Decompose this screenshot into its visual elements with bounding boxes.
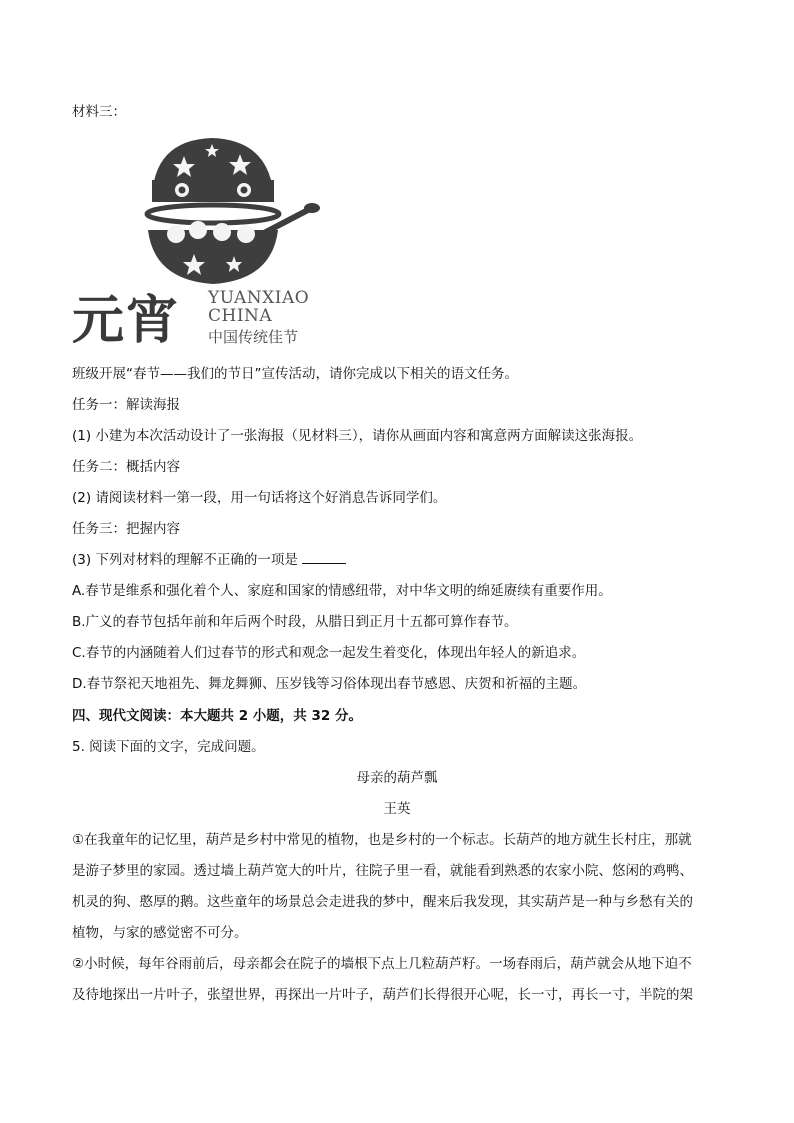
paragraph-line: 是游子梦里的家园。透过墙上葫芦宽大的叶片，往院子里一看，就能看到熟悉的农家小院、悠闲的鸡鸭、 [72, 863, 693, 879]
logo-chinese-text: 元宵 [72, 290, 181, 351]
question-5: 5. 阅读下面的文字，完成问题。 [72, 739, 265, 755]
option-a: A.春节是维系和强化着个人、家庭和国家的情感纽带，对中华文明的绵延赓续有重要作用。 [72, 583, 612, 599]
paragraph-line: 机灵的狗、憨厚的鹅。这些童年的场景总会走进我的梦中，醒来后我发现，其实葫芦是一种与乡愁有关的 [72, 894, 693, 910]
article-title: 母亲的葫芦瓢 [356, 770, 438, 786]
logo-english-line2: CHINA [208, 306, 273, 326]
task1-question: (1) 小建为本次活动设计了一张海报（见材料三），请你从画面内容和寓意两方面解读这张海报。 [72, 428, 643, 444]
paragraph-line: ①在我童年的记忆里，葫芦是乡村中常见的植物，也是乡村的一个标志。长葫芦的地方就生长村庄，那就 [72, 832, 692, 848]
yuanxiao-poster [72, 130, 342, 350]
task2-title: 任务二：概括内容 [72, 459, 180, 475]
option-b: B.广义的春节包括年前和年后两个时段，从腊日到正月十五都可算作春节。 [72, 614, 518, 630]
tangyuan-bowl-icon [72, 130, 342, 290]
article-author: 王英 [383, 801, 411, 817]
material-label: 材料三： [72, 104, 126, 120]
intro-text: 班级开展“春节——我们的节日”宣传活动，请你完成以下相关的语文任务。 [72, 366, 518, 382]
paragraph-line: ②小时候，每年谷雨前后，母亲都会在院子的墙根下点上几粒葫芦籽。一场春雨后，葫芦就会从地下迫不 [72, 956, 692, 972]
logo-english-line1: YUANXIAO [208, 288, 310, 308]
answer-blank[interactable] [302, 551, 346, 564]
logo-subtitle: 中国传统佳节 [208, 328, 299, 346]
task3-question: (3) 下列对材料的理解不正确的一项是 [72, 552, 298, 568]
paragraph-line: 及待地探出一片叶子，张望世界，再探出一片叶子，葫芦们长得很开心呢，长一寸，再长一寸，半院的架 [72, 987, 693, 1003]
paragraph-line: 植物，与家的感觉密不可分。 [72, 925, 248, 941]
section-heading: 四、现代文阅读：本大题共 2 小题，共 32 分。 [72, 708, 362, 724]
task3-title: 任务三：把握内容 [72, 521, 180, 537]
task3-question-row [72, 550, 722, 570]
option-d: D.春节祭祀天地祖先、舞龙舞狮、压岁钱等习俗体现出春节感恩、庆贺和祈福的主题。 [72, 676, 587, 692]
task2-question: (2) 请阅读材料一第一段，用一句话将这个好消息告诉同学们。 [72, 490, 447, 506]
option-c: C.春节的内涵随着人们过春节的形式和观念一起发生着变化，体现出年轻人的新追求。 [72, 645, 586, 661]
task1-title: 任务一：解读海报 [72, 397, 180, 413]
